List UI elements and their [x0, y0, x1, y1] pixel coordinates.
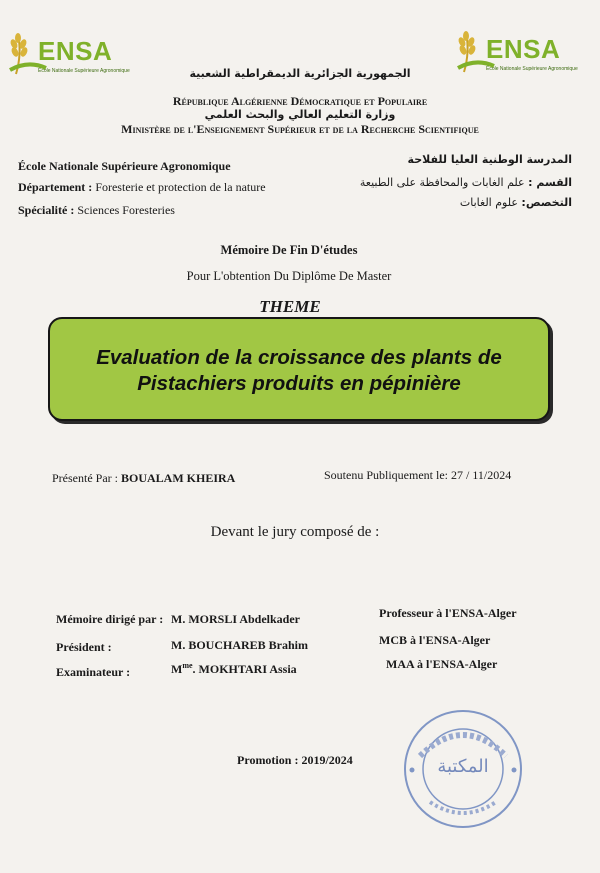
department-value-ar: علم الغابات والمحافظة على الطبيعة: [359, 176, 525, 189]
logo-subtitle: École Nationale Supérieure Agronomique: [486, 66, 578, 72]
logo-subtitle: École Nationale Supérieure Agronomique: [38, 68, 130, 74]
presented-label: Présenté Par :: [52, 471, 118, 485]
french-republic: République Algérienne Démocratique et Populaire: [172, 94, 428, 108]
jury-title: Professeur à l'ENSA-Alger: [379, 606, 517, 620]
jury-name: M. BOUCHAREB Brahim: [171, 638, 309, 652]
jury-name: $M^{me}$. MOKHTARI Assia: [171, 661, 297, 676]
jury-intro: Devant le jury composé de :: [210, 524, 380, 540]
presented-name: BOUALAM KHEIRA: [120, 471, 236, 485]
theme-line-1: Evaluation de la croissance des plants de: [96, 346, 502, 369]
logo-wordmark: ENSA: [486, 34, 561, 64]
jury-role: Président :: [56, 640, 112, 654]
department-fr: [18, 180, 266, 195]
arabic-republic: الجمهورية الجزائرية الديمقراطية الشعبية: [189, 67, 411, 80]
speciality-fr: [18, 203, 175, 218]
department-label-ar: القسم :: [528, 176, 572, 189]
jury-role: Examinateur :: [56, 665, 131, 679]
department-label: Département :: [18, 180, 93, 194]
defense-date: [324, 468, 511, 483]
library-stamp: [400, 706, 526, 832]
defended-date: 27 / 11/2024: [451, 468, 512, 482]
speciality-value: Sciences Foresteries: [77, 203, 175, 217]
promotion-label: Promotion :: [237, 753, 299, 767]
memoire-title: Mémoire De Fin D'études: [220, 243, 358, 257]
school-name-fr: École Nationale Supérieure Agronomique: [18, 159, 231, 173]
jury-title: MAA à l'ENSA-Alger: [386, 657, 498, 671]
arabic-ministry: وزارة التعليم العالي والبحث العلمي: [204, 108, 396, 121]
logo-wordmark: ENSA: [38, 36, 113, 66]
memoire-subtitle: Pour L'obtention Du Diplôme De Master: [186, 269, 392, 283]
department-ar: [360, 176, 572, 189]
school-name-ar: المدرسة الوطنية العليا للفلاحة: [407, 153, 572, 166]
jury-name: M. MORSLI Abdelkader: [171, 612, 301, 626]
speciality-label-ar: التخصص:: [521, 196, 572, 209]
french-ministry: Ministère de l'Enseignement Supérieur et de la Recherche Scientifique: [121, 122, 479, 136]
presented-by: [52, 471, 235, 486]
department-value: Foresterie et protection de la nature: [95, 180, 266, 194]
jury-title: MCB à l'ENSA-Alger: [379, 633, 491, 647]
stamp-text: المكتبة: [437, 756, 489, 777]
promotion: [237, 753, 353, 768]
speciality-ar: [460, 196, 572, 209]
theme-line-2: Pistachiers produits en pépinière: [137, 372, 461, 395]
theme-label: THEME: [259, 297, 321, 316]
speciality-label: Spécialité :: [18, 203, 75, 217]
defended-label: Soutenu Publiquement le:: [324, 468, 448, 482]
jury-role: Mémoire dirigé par :: [56, 612, 164, 626]
speciality-value-ar: علوم الغابات: [459, 196, 518, 209]
promotion-value: 2019/2024: [301, 753, 353, 767]
theme-box: [48, 317, 550, 421]
